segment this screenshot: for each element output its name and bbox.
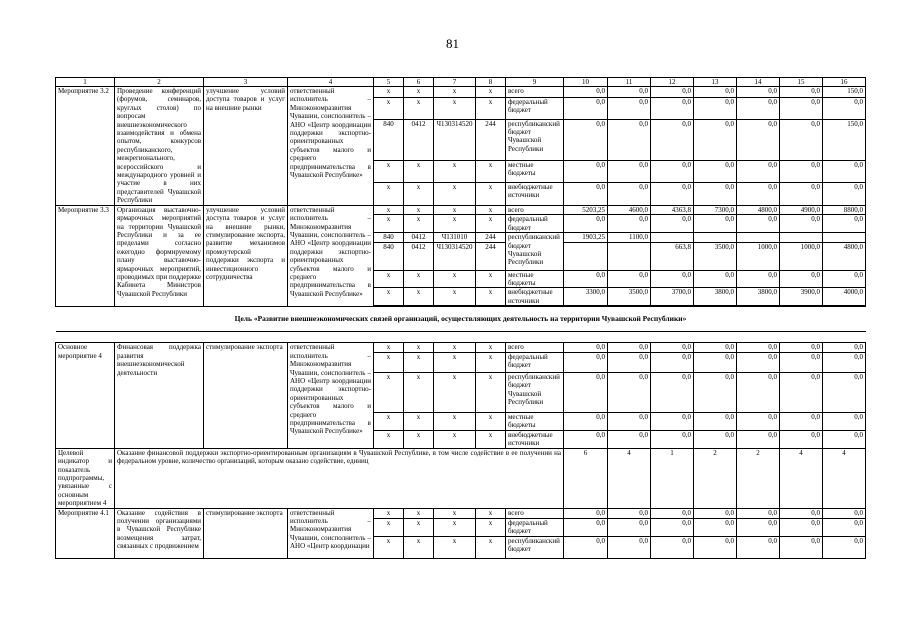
event-description: Проведение конференций (форумов, семинаров, круглых столов) по вопросам внешнеэкономического взаимодействия и обмена опытом, конкурсов республиканского, межрегионального, всероссийского и международного уровней и участие в них представителей Чувашской Республики: [115, 87, 204, 206]
code-cell: х: [434, 182, 476, 205]
value-cell: 0,0: [780, 87, 823, 98]
event-goal: улучшение условий доступа товаров и услуг на внешние рынки: [204, 87, 288, 206]
value-cell: 3300,0: [564, 288, 608, 306]
value-cell: 0,0: [737, 352, 780, 372]
indicator-value: 4: [780, 448, 823, 508]
value-cell: 0,0: [608, 182, 651, 205]
value-cell: 4363,8: [651, 205, 694, 214]
value-cell: 0,0: [737, 215, 780, 233]
value-cell: 0,0: [823, 508, 866, 518]
value-cell: 1000,0: [780, 242, 823, 270]
code-cell: х: [404, 352, 434, 372]
value-cell: 0,0: [651, 97, 694, 119]
value-cell: 5203,25: [564, 205, 608, 214]
code-cell: х: [434, 508, 476, 518]
value-cell: 0,0: [737, 182, 780, 205]
value-cell: 3700,0: [651, 288, 694, 306]
code-cell: х: [374, 161, 404, 183]
code-cell: х: [404, 430, 434, 448]
value-cell: 0,0: [651, 536, 694, 558]
value-cell: 0,0: [564, 372, 608, 412]
code-cell: х: [476, 288, 506, 306]
source-cell: республиканский бюджет Чувашской Республики: [506, 372, 564, 412]
value-cell: 0,0: [564, 87, 608, 98]
code-cell: х: [374, 352, 404, 372]
value-cell: [608, 242, 651, 270]
column-number: 8: [476, 78, 506, 87]
value-cell: 0,0: [694, 97, 737, 119]
value-cell: 0,0: [651, 182, 694, 205]
column-number: 13: [694, 78, 737, 87]
indicator-value: 1: [651, 448, 694, 508]
code-cell: 0412: [404, 242, 434, 270]
code-cell: х: [404, 205, 434, 214]
value-cell: 0,0: [651, 87, 694, 98]
event-goal: стимулирование экспорта: [204, 508, 288, 558]
code-cell: х: [374, 518, 404, 536]
column-number: 3: [204, 78, 288, 87]
code-cell: х: [476, 343, 506, 352]
value-cell: 0,0: [651, 270, 694, 288]
value-cell: 0,0: [651, 119, 694, 160]
value-cell: 0,0: [564, 215, 608, 233]
value-cell: [823, 233, 866, 242]
code-cell: х: [404, 182, 434, 205]
source-cell: внебюджетные источники: [506, 182, 564, 205]
value-cell: 0,0: [694, 508, 737, 518]
value-cell: 0,0: [780, 182, 823, 205]
indicator-value: 2: [694, 448, 737, 508]
value-cell: 0,0: [564, 536, 608, 558]
value-cell: 0,0: [608, 119, 651, 160]
indicator-value: 2: [737, 448, 780, 508]
indicator-value: 4: [823, 448, 866, 508]
value-cell: 0,0: [608, 343, 651, 352]
value-cell: 0,0: [564, 97, 608, 119]
source-cell: местные бюджеты: [506, 412, 564, 430]
code-cell: 244: [476, 233, 506, 242]
code-cell: х: [476, 508, 506, 518]
value-cell: 0,0: [780, 119, 823, 160]
value-cell: 0,0: [737, 343, 780, 352]
value-cell: 0,0: [694, 270, 737, 288]
source-cell: федеральный бюджет: [506, 518, 564, 536]
value-cell: 0,0: [608, 518, 651, 536]
value-cell: 0,0: [564, 182, 608, 205]
value-cell: 0,0: [823, 430, 866, 448]
code-cell: х: [404, 536, 434, 558]
code-cell: х: [434, 270, 476, 288]
code-cell: 840: [374, 119, 404, 160]
value-cell: 4900,0: [780, 205, 823, 214]
indicator-value: 4: [608, 448, 651, 508]
event-description: Оказание содействия в получении организациями в Чувашской Республике возмещения затрат, связанных с продвижением: [115, 508, 204, 558]
value-cell: 0,0: [564, 412, 608, 430]
value-cell: 0,0: [823, 215, 866, 233]
value-cell: 150,0: [823, 119, 866, 160]
code-cell: х: [374, 288, 404, 306]
value-cell: 0,0: [651, 161, 694, 183]
code-cell: х: [476, 430, 506, 448]
code-cell: х: [404, 372, 434, 412]
code-cell: х: [434, 87, 476, 98]
value-cell: 0,0: [737, 412, 780, 430]
source-cell: республиканский бюджет: [506, 536, 564, 558]
source-cell: внебюджетные источники: [506, 430, 564, 448]
value-cell: 0,0: [780, 97, 823, 119]
code-cell: х: [476, 205, 506, 214]
column-number: 14: [737, 78, 780, 87]
column-number: 16: [823, 78, 866, 87]
value-cell: [737, 233, 780, 242]
value-cell: 0,0: [608, 430, 651, 448]
value-cell: 0,0: [737, 119, 780, 160]
value-cell: 0,0: [651, 215, 694, 233]
value-cell: 0,0: [694, 412, 737, 430]
value-cell: 0,0: [564, 119, 608, 160]
code-cell: х: [434, 343, 476, 352]
value-cell: 0,0: [737, 508, 780, 518]
goal-heading: Цель «Развитие внешнеэкономических связей организаций, осуществляющих деятельность на территории Чувашской Республики»: [234, 314, 687, 324]
code-cell: х: [404, 87, 434, 98]
value-cell: 7300,0: [694, 205, 737, 214]
source-cell: федеральный бюджет: [506, 97, 564, 119]
code-cell: Ч130314520: [434, 242, 476, 270]
code-cell: х: [404, 412, 434, 430]
column-number: 6: [404, 78, 434, 87]
event-executor: ответственный исполнитель – Минэкономразвития Чувашии, соисполнитель – АНО «Центр координации: [288, 508, 374, 558]
code-cell: х: [434, 215, 476, 233]
source-cell: местные бюджеты: [506, 161, 564, 183]
value-cell: 4600,0: [608, 205, 651, 214]
value-cell: 150,0: [823, 87, 866, 98]
source-cell: всего: [506, 87, 564, 98]
value-cell: 0,0: [737, 97, 780, 119]
indicator-value: 6: [564, 448, 608, 508]
value-cell: 0,0: [823, 412, 866, 430]
value-cell: 3800,0: [737, 288, 780, 306]
value-cell: 0,0: [608, 508, 651, 518]
value-cell: 0,0: [737, 87, 780, 98]
value-cell: 1903,25: [564, 233, 608, 242]
table-row: [56, 87, 866, 98]
value-cell: 0,0: [780, 536, 823, 558]
gap-row: [56, 332, 866, 343]
value-cell: 0,0: [608, 270, 651, 288]
event-name: Основное мероприятие 4: [56, 343, 115, 448]
value-cell: 0,0: [737, 430, 780, 448]
column-number: 1: [56, 78, 115, 87]
value-cell: 0,0: [694, 352, 737, 372]
code-cell: х: [374, 343, 404, 352]
value-cell: 0,0: [694, 430, 737, 448]
value-cell: 0,0: [780, 215, 823, 233]
value-cell: 0,0: [823, 518, 866, 536]
value-cell: 0,0: [651, 508, 694, 518]
source-cell: республиканский бюджет Чувашской Республики: [506, 119, 564, 160]
event-description: Организация выставочно-ярмарочных мероприятий на территории Чувашской Республики и за ее пределами согласно ежегодно формируемому плану выставочно-ярмарочных мероприятий, проводимых при поддержке Кабинета Министров Чувашской Республики: [115, 205, 204, 307]
event-executor: ответственный исполнитель – Минэкономразвития Чувашии, соисполнитель – АНО «Центр координации поддержки экспортно-ориентированных субъектов малого и среднего предпринимательства в Чувашской Республике»: [288, 205, 374, 307]
value-cell: 8800,0: [823, 205, 866, 214]
page-number: 81: [446, 36, 459, 51]
code-cell: х: [476, 518, 506, 536]
value-cell: 0,0: [608, 412, 651, 430]
value-cell: 0,0: [608, 372, 651, 412]
value-cell: 3500,0: [694, 242, 737, 270]
code-cell: х: [374, 430, 404, 448]
value-cell: 0,0: [737, 372, 780, 412]
code-cell: х: [476, 536, 506, 558]
code-cell: 0412: [404, 233, 434, 242]
code-cell: х: [404, 508, 434, 518]
value-cell: [564, 242, 608, 270]
value-cell: 0,0: [737, 161, 780, 183]
code-cell: х: [434, 161, 476, 183]
value-cell: 1000,0: [737, 242, 780, 270]
value-cell: 0,0: [608, 352, 651, 372]
code-cell: х: [404, 288, 434, 306]
value-cell: 0,0: [651, 430, 694, 448]
code-cell: 244: [476, 242, 506, 270]
value-cell: 3800,0: [694, 288, 737, 306]
value-cell: 0,0: [608, 87, 651, 98]
value-cell: 0,0: [780, 508, 823, 518]
value-cell: 4000,0: [823, 288, 866, 306]
table-row: [56, 508, 866, 518]
value-cell: 0,0: [694, 372, 737, 412]
value-cell: 0,0: [651, 343, 694, 352]
code-cell: х: [374, 372, 404, 412]
value-cell: [694, 233, 737, 242]
goal-row: [56, 307, 866, 332]
code-cell: х: [404, 97, 434, 119]
value-cell: 0,0: [608, 97, 651, 119]
value-cell: 0,0: [780, 343, 823, 352]
column-number: 12: [651, 78, 694, 87]
code-cell: х: [404, 270, 434, 288]
event-name: Мероприятие 4.1: [56, 508, 115, 558]
value-cell: 0,0: [608, 536, 651, 558]
source-cell: республиканский бюджет Чувашской Республики: [506, 233, 564, 270]
event-name: Мероприятие 3.2: [56, 87, 115, 206]
code-cell: х: [374, 87, 404, 98]
value-cell: 0,0: [780, 518, 823, 536]
value-cell: 0,0: [694, 87, 737, 98]
value-cell: 4800,0: [823, 242, 866, 270]
value-cell: 0,0: [737, 536, 780, 558]
code-cell: х: [434, 430, 476, 448]
code-cell: х: [476, 182, 506, 205]
indicator-row: [56, 448, 866, 508]
code-cell: х: [476, 352, 506, 372]
table-row: [56, 205, 866, 214]
value-cell: 0,0: [780, 352, 823, 372]
code-cell: х: [374, 270, 404, 288]
event-name: Мероприятие 3.3: [56, 205, 115, 307]
code-cell: х: [404, 161, 434, 183]
value-cell: 663,8: [651, 242, 694, 270]
value-cell: 0,0: [694, 536, 737, 558]
value-cell: 0,0: [564, 161, 608, 183]
value-cell: 3500,0: [608, 288, 651, 306]
column-number: 2: [115, 78, 204, 87]
value-cell: 3900,0: [780, 288, 823, 306]
value-cell: 0,0: [694, 182, 737, 205]
event-goal: улучшение условий доступа товаров и услуг на внешние рынки, стимулирование экспорта, развитие механизмов промоутерской поддержки экспорта и инвестиционного сотрудничества: [204, 205, 288, 307]
code-cell: 244: [476, 119, 506, 160]
indicator-description: Оказание финансовой поддержки экспортно-ориентированным организациям в Чувашской Республике, в том числе содействие в ее получении на федеральном уровне, количество организаций, которым оказано содействие, единиц: [115, 448, 564, 508]
value-cell: 0,0: [694, 215, 737, 233]
code-cell: х: [374, 215, 404, 233]
code-cell: х: [374, 412, 404, 430]
budget-table-sheet: [55, 77, 865, 559]
code-cell: х: [476, 87, 506, 98]
value-cell: 0,0: [564, 343, 608, 352]
code-cell: х: [476, 372, 506, 412]
budget-table: [55, 77, 866, 559]
value-cell: 0,0: [780, 161, 823, 183]
value-cell: 0,0: [651, 352, 694, 372]
code-cell: 840: [374, 233, 404, 242]
value-cell: 0,0: [823, 182, 866, 205]
column-number: 15: [780, 78, 823, 87]
value-cell: 0,0: [823, 372, 866, 412]
code-cell: х: [404, 518, 434, 536]
value-cell: 4800,0: [737, 205, 780, 214]
value-cell: 0,0: [651, 372, 694, 412]
event-description: Финансовая поддержка развития внешнеэкономической деятельности: [115, 343, 204, 448]
event-executor: ответственный исполнитель – Минэкономразвития Чувашии, соисполнитель – АНО «Центр координации поддержки экспортно-ориентированных субъектов малого и среднего предпринимательства в Чувашской Республике»: [288, 343, 374, 448]
indicator-name: Целевой индикатор и показатель подпрограммы, увязанные с основным мероприятием 4: [56, 448, 115, 508]
value-cell: 0,0: [651, 518, 694, 536]
code-cell: Ч131010: [434, 233, 476, 242]
code-cell: х: [434, 205, 476, 214]
value-cell: 0,0: [564, 430, 608, 448]
code-cell: х: [434, 352, 476, 372]
value-cell: 0,0: [694, 119, 737, 160]
source-cell: федеральный бюджет: [506, 215, 564, 233]
value-cell: 0,0: [608, 215, 651, 233]
value-cell: 0,0: [564, 508, 608, 518]
code-cell: х: [434, 536, 476, 558]
value-cell: 0,0: [780, 412, 823, 430]
code-cell: х: [374, 536, 404, 558]
value-cell: 0,0: [737, 518, 780, 536]
code-cell: х: [476, 412, 506, 430]
column-number: 5: [374, 78, 404, 87]
table-row: [56, 343, 866, 352]
code-cell: х: [404, 343, 434, 352]
value-cell: [651, 233, 694, 242]
code-cell: х: [476, 270, 506, 288]
source-cell: внебюджетные источники: [506, 288, 564, 306]
column-number: 10: [564, 78, 608, 87]
event-executor: ответственный исполнитель – Минэкономразвития Чувашии, соисполнитель – АНО «Центр координации поддержки экспортно-ориентированных субъектов малого и среднего предпринимательства в Чувашской Республике»: [288, 87, 374, 206]
value-cell: 0,0: [608, 161, 651, 183]
value-cell: 0,0: [780, 372, 823, 412]
value-cell: 0,0: [780, 430, 823, 448]
code-cell: х: [374, 205, 404, 214]
value-cell: 0,0: [564, 352, 608, 372]
column-number: 4: [288, 78, 374, 87]
code-cell: х: [434, 97, 476, 119]
column-number: 7: [434, 78, 476, 87]
column-number: 9: [506, 78, 564, 87]
value-cell: 0,0: [694, 518, 737, 536]
code-cell: х: [434, 288, 476, 306]
value-cell: 0,0: [823, 270, 866, 288]
value-cell: 0,0: [694, 343, 737, 352]
code-cell: х: [434, 372, 476, 412]
code-cell: х: [374, 182, 404, 205]
value-cell: 0,0: [694, 161, 737, 183]
value-cell: 0,0: [780, 270, 823, 288]
value-cell: 0,0: [737, 270, 780, 288]
source-cell: местные бюджеты: [506, 270, 564, 288]
code-cell: х: [374, 508, 404, 518]
code-cell: Ч130314520: [434, 119, 476, 160]
code-cell: 0412: [404, 119, 434, 160]
source-cell: федеральный бюджет: [506, 352, 564, 372]
separator: [56, 332, 866, 343]
code-cell: х: [374, 97, 404, 119]
source-cell: всего: [506, 508, 564, 518]
value-cell: 0,0: [823, 352, 866, 372]
code-cell: х: [476, 161, 506, 183]
value-cell: 0,0: [823, 161, 866, 183]
code-cell: х: [476, 97, 506, 119]
column-number: 11: [608, 78, 651, 87]
event-goal: стимулирование экспорта: [204, 343, 288, 448]
code-cell: х: [434, 412, 476, 430]
value-cell: 0,0: [823, 343, 866, 352]
value-cell: 0,0: [564, 518, 608, 536]
value-cell: 1100,0: [608, 233, 651, 242]
value-cell: 0,0: [823, 536, 866, 558]
value-cell: 0,0: [823, 97, 866, 119]
value-cell: 0,0: [651, 412, 694, 430]
source-cell: всего: [506, 205, 564, 214]
code-cell: х: [404, 215, 434, 233]
code-cell: 840: [374, 242, 404, 270]
header-row: [56, 78, 866, 87]
value-cell: [780, 233, 823, 242]
code-cell: х: [476, 215, 506, 233]
value-cell: 0,0: [564, 270, 608, 288]
code-cell: х: [434, 518, 476, 536]
source-cell: всего: [506, 343, 564, 352]
